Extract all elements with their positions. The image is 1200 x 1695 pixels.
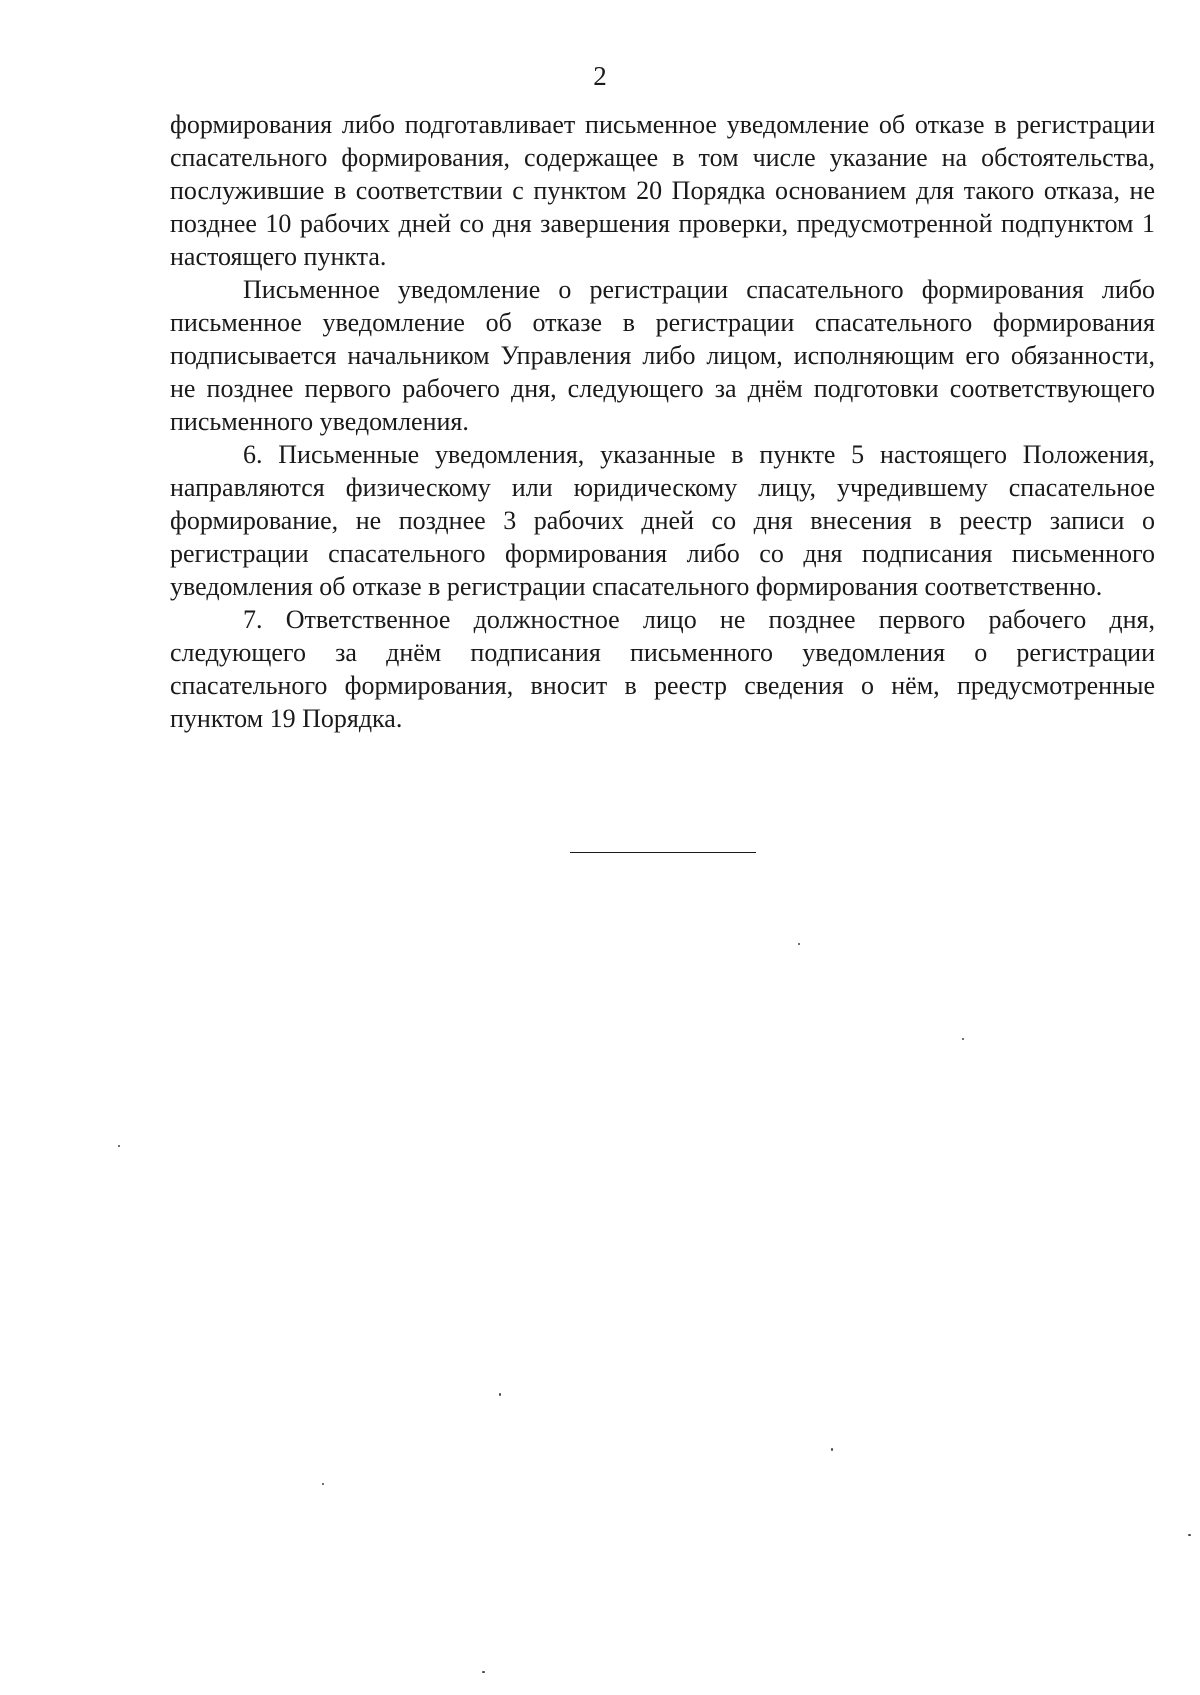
paragraph-item-6: 6. Письменные уведомления, указанные в пункте 5 настоящего Положения, направляются физическому или юридическому лицу, учредившему спасательное формирование, не позднее 3 рабочих дней со дня внесения в реестр записи о регистрации спасательного формирования либо со дня подписания письменного уведомления об отказе в регистрации спасательного формирования соответственно. <box>170 440 1155 601</box>
scan-speck <box>482 1671 485 1673</box>
scan-speck <box>1188 1534 1191 1536</box>
paragraph-notification-signing: Письменное уведомление о регистрации спасательного формирования либо письменное уведомление об отказе в регистрации спасательного формирования подписывается начальником Управления либо лицом, исполняющим его обязанности, не позднее первого рабочего дня, следующего за днём подготовки соответствующего письменного уведомления. <box>170 275 1155 436</box>
scan-speck <box>962 1038 964 1040</box>
page-number: 2 <box>593 61 607 91</box>
scan-speck <box>118 1145 120 1147</box>
paragraph-item-7: 7. Ответственное должностное лицо не позднее первого рабочего дня, следующего за днём подписания письменного уведомления о регистрации спасательного формирования, вносит в реестр сведения о нём, предусмотренные пунктом 19 Порядка. <box>170 605 1155 733</box>
scan-speck <box>322 1483 324 1485</box>
scan-speck <box>831 1448 833 1451</box>
document-body <box>170 108 1155 735</box>
scan-speck <box>499 1393 501 1396</box>
end-of-text-divider <box>570 852 756 853</box>
scan-speck <box>798 943 800 945</box>
paragraph-continuation: формирования либо подготавливает письменное уведомление об отказе в регистрации спасательного формирования, содержащее в том числе указание на обстоятельства, послужившие в соответствии с пунктом 20 Порядка основанием для такого отказа, не позднее 10 рабочих дней со дня завершения проверки, предусмотренной подпунктом 1 настоящего пункта. <box>170 110 1155 271</box>
